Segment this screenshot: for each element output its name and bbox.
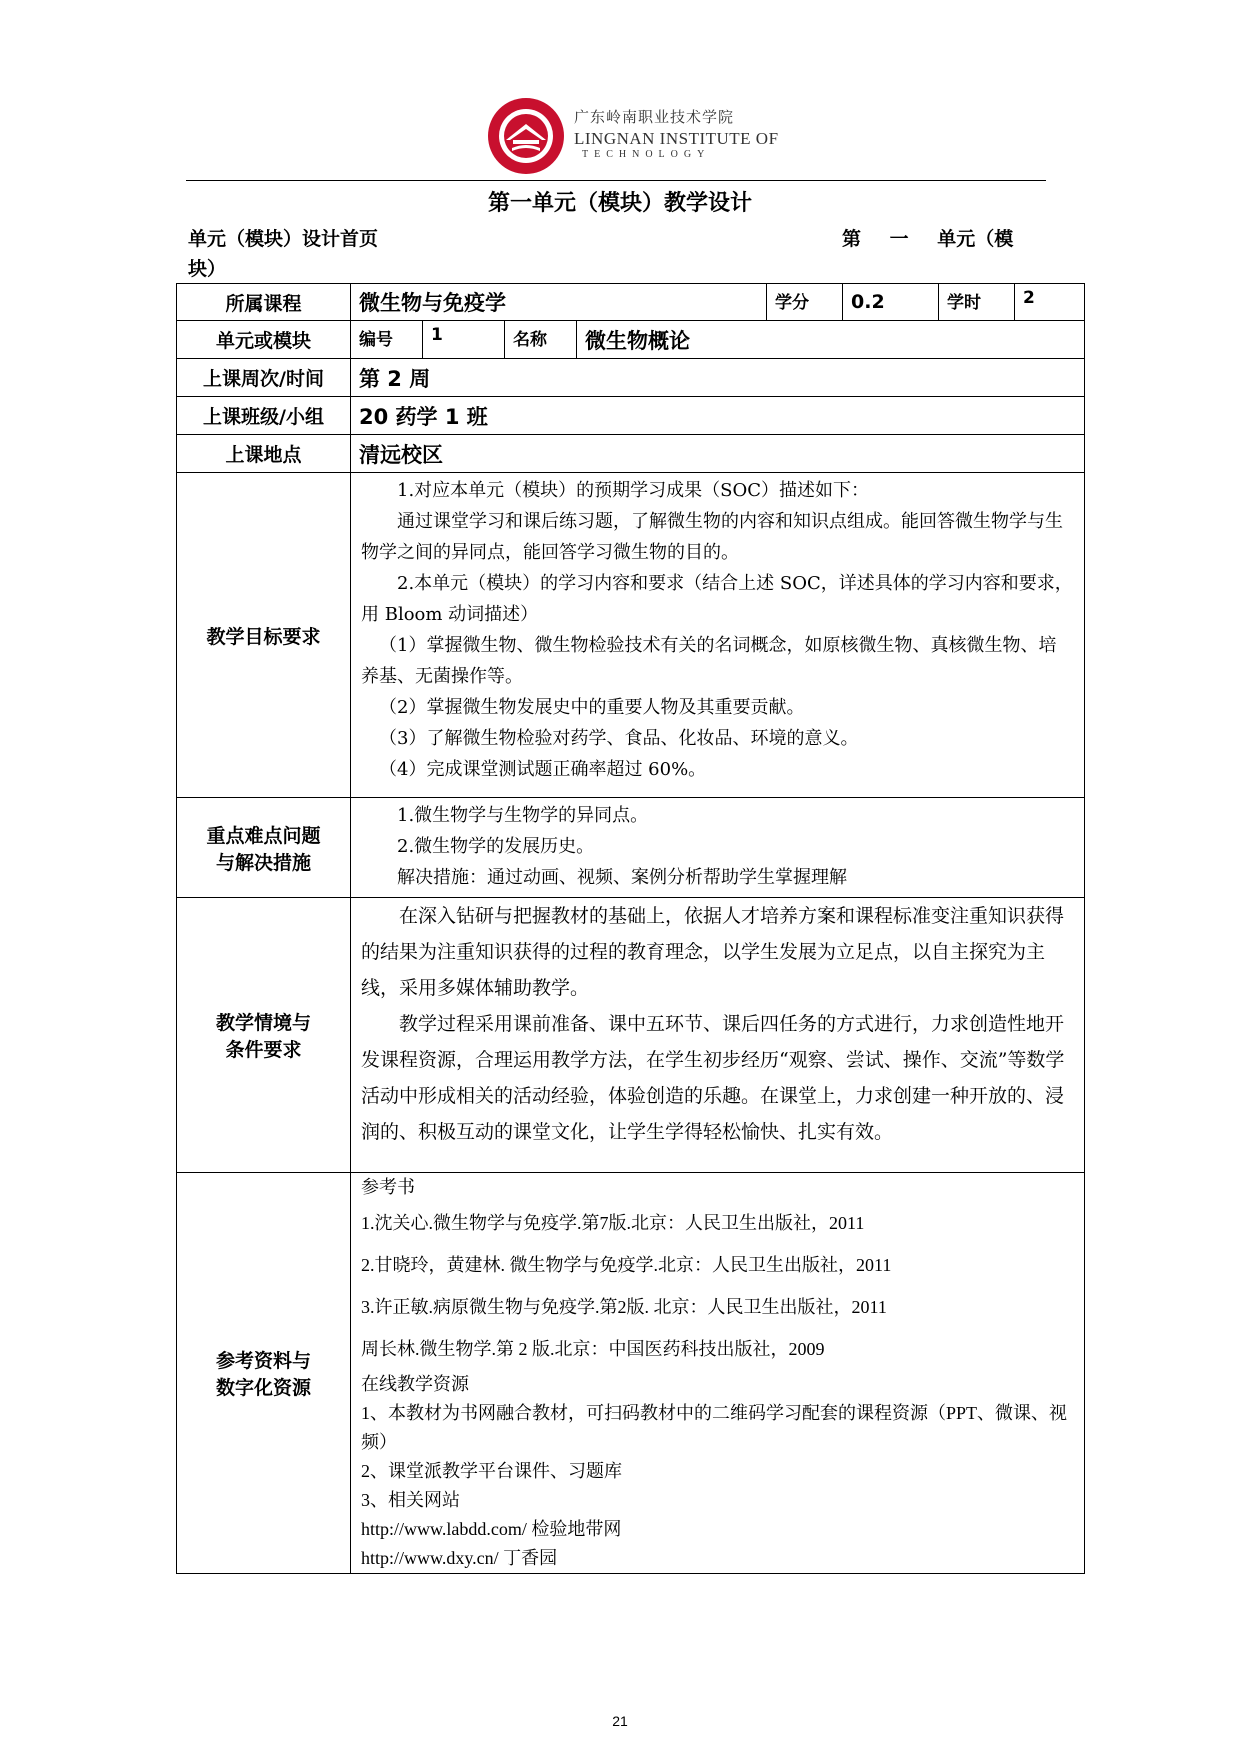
online-item: 2、课堂派教学平台课件、习题库 [361, 1461, 622, 1481]
goals-line: （2）掌握微生物发展史中的重要人物及其重要贡献。 [379, 697, 805, 718]
goals-content [351, 473, 1085, 798]
ref-label [177, 1173, 351, 1574]
subhead-left-cont: 块） [188, 258, 227, 280]
key-label-line: 与解决措施 [215, 851, 311, 874]
goals-line: （3）了解微生物检验对药学、食品、化妆品、环境的意义。 [379, 728, 859, 749]
page-header [0, 92, 1240, 182]
goals-line: 1.对应本单元（模块）的预期学习成果（SOC）描述如下： [397, 480, 870, 501]
key-line: 1.微生物学与生物学的异同点。 [397, 805, 649, 826]
class-label: 上课班级/小组 [177, 397, 351, 435]
subhead-left: 单元（模块）设计首页 [188, 228, 379, 250]
online-item: 3、相关网站 [361, 1490, 460, 1510]
place-label: 上课地点 [177, 435, 351, 473]
row-class [177, 397, 1085, 435]
goals-line: （4）完成课堂测试题正确率超过 60%。 [379, 759, 707, 780]
key-line: 解决措施：通过动画、视频、案例分析帮助学生掌握理解 [397, 867, 847, 888]
class-value: 20 药学 1 班 [351, 397, 1085, 435]
unit-label: 单元或模块 [177, 321, 351, 359]
key-label [177, 798, 351, 898]
school-name-en: LINGNAN INSTITUTE OF [574, 129, 779, 148]
credit-value: 0.2 [843, 284, 939, 321]
row-references [177, 1173, 1085, 1574]
goals-line: 2.本单元（模块）的学习内容和要求（结合上述 SOC，详述具体的学习内容和要求，用 Bloom 动词描述） [361, 573, 1073, 625]
hours-value: 2 [1015, 284, 1085, 321]
school-name-en-2: TECHNOLOGY [582, 149, 711, 160]
number-label: 编号 [351, 321, 423, 359]
header-rule [186, 180, 1046, 181]
key-line: 2.微生物学的发展历史。 [397, 836, 595, 857]
week-label: 上课周次/时间 [177, 359, 351, 397]
row-place [177, 435, 1085, 473]
school-name-cn: 广东岭南职业技术学院 [574, 108, 735, 126]
row-unit [177, 321, 1085, 359]
online-item: 1、本教材为书网融合教材，可扫码教材中的二维码学习配套的课程资源（PPT、微课、视频） [361, 1403, 1068, 1452]
online-title: 在线教学资源 [361, 1374, 469, 1394]
week-value: 第 2 周 [351, 359, 1085, 397]
school-logo [486, 96, 566, 176]
subhead-right: 第 一 单元（模 [842, 228, 1014, 250]
name-value: 微生物概论 [577, 321, 1085, 359]
situation-label-line: 条件要求 [225, 1039, 302, 1061]
website-link[interactable]: http://www.labdd.com/ 检验地带网 [361, 1519, 622, 1539]
goals-label: 教学目标要求 [177, 473, 351, 798]
key-label-line: 重点难点问题 [206, 824, 321, 847]
row-situation [177, 898, 1085, 1173]
situation-paragraph: 在深入钻研与把握教材的基础上，依据人才培养方案和课程标准变注重知识获得的结果为注重知识获得的过程的教育理念，以学生发展为立足点，以自主探究为主线，采用多媒体辅助教学。 [361, 905, 1065, 999]
credit-label: 学分 [767, 284, 843, 321]
row-course [177, 284, 1085, 321]
name-label: 名称 [505, 321, 577, 359]
ref-label-line: 数字化资源 [215, 1377, 311, 1399]
situation-paragraph: 教学过程采用课前准备、课中五环节、课后四任务的方式进行，力求创造性地开发课程资源，合理运用教学方法，在学生初步经历“观察、尝试、操作、交流”等数学活动中形成相关的活动经验，体验创造的乐趣。在课堂上，力求创建一种开放的、浸润的、积极互动的课堂文化，让学生学得轻松愉快、扎实有效。 [361, 1013, 1065, 1143]
website-link[interactable]: http://www.dxy.cn/ 丁香园 [361, 1548, 558, 1568]
page-number: 21 [612, 1713, 628, 1729]
row-key [177, 798, 1085, 898]
ref-content [351, 1173, 1085, 1574]
course-value: 微生物与免疫学 [351, 284, 767, 321]
school-name [574, 106, 779, 160]
key-content [351, 798, 1085, 898]
situation-label [177, 898, 351, 1173]
number-value: 1 [423, 321, 505, 359]
place-value: 清远校区 [351, 435, 1085, 473]
hours-label: 学时 [939, 284, 1015, 321]
goals-line: 通过课堂学习和课后练习题，了解微生物的内容和知识点组成。能回答微生物学与生物学之间的异同点，能回答学习微生物的目的。 [361, 511, 1063, 563]
goals-line: （1）掌握微生物、微生物检验技术有关的名词概念，如原核微生物、真核微生物、培养基、无菌操作等。 [361, 635, 1057, 687]
ref-book: 2.甘晓玲，黄建林. 微生物学与免疫学.北京：人民卫生出版社，2011 [361, 1255, 892, 1275]
row-week [177, 359, 1085, 397]
course-label: 所属课程 [177, 284, 351, 321]
situation-label-line: 教学情境与 [215, 1012, 311, 1034]
row-goals [177, 473, 1085, 798]
ref-book: 1.沈关心.微生物学与免疫学.第7版.北京：人民卫生出版社，2011 [361, 1213, 865, 1233]
ref-book: 3.许正敏.病原微生物与免疫学.第2版. 北京：人民卫生出版社，2011 [361, 1297, 887, 1317]
ref-book: 周长林.微生物学.第 2 版.北京：中国医药科技出版社，2009 [361, 1339, 825, 1359]
ref-books-title: 参考书 [361, 1177, 415, 1197]
situation-content [351, 898, 1085, 1173]
unit-design-table [176, 283, 1085, 1574]
ref-label-line: 参考资料与 [215, 1350, 311, 1372]
page-title: 第一单元（模块）教学设计 [487, 191, 752, 216]
